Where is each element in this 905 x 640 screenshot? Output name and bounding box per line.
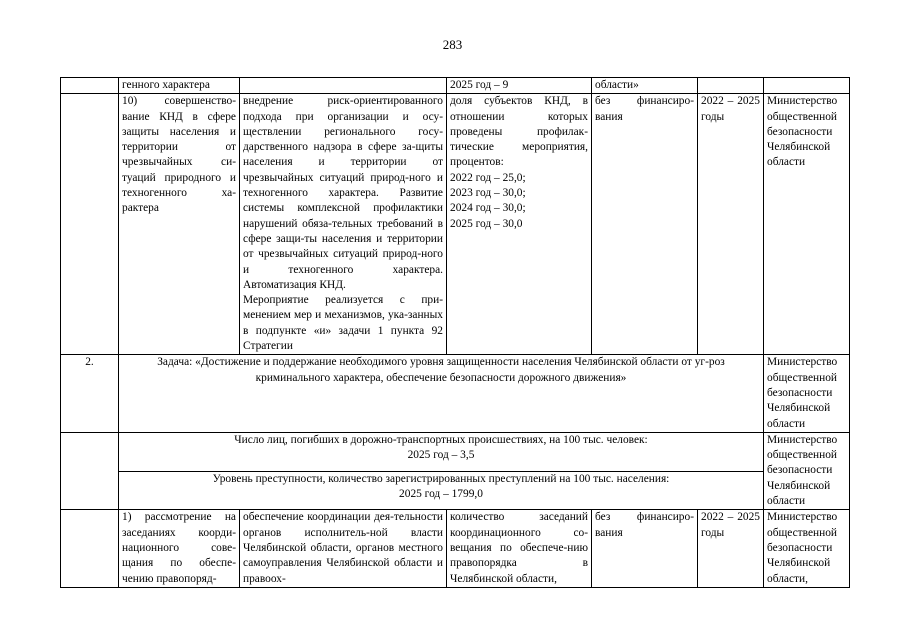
indicator-value: 2025 год – 30,0 — [450, 217, 523, 230]
table-row — [61, 471, 850, 510]
table-row — [61, 355, 850, 432]
indicator-value: 2024 год – 30,0; — [450, 202, 526, 215]
table-row — [61, 94, 850, 355]
indicator-cell: количество заседаний координационного со-вещания по обеспече-нию правопорядка в Челябинской области, — [447, 510, 592, 587]
indicator-intro: доля субъектов КНД, в отношении которых проведены профилак-тические мероприятия, процентов: — [450, 95, 588, 169]
indicator-cell: 2025 год – 9 — [447, 78, 592, 94]
page-number: 283 — [442, 37, 463, 52]
period-cell — [698, 78, 764, 94]
task-cell: Задача: «Достижение и поддержание необходимого уровня защищенности населения Челябинской области от уг-роз криминального характера, обеспечение безопасности дорожного движения» — [119, 355, 764, 432]
table-row — [61, 78, 850, 94]
measure-name-cell: 10) совершенство-вание КНД в сфере защиты населения и территории от чрезвычайных си-туаций природного и техногенного ха-рактера — [119, 94, 240, 355]
measure-name-cell: 1) рассмотрение на заседаниях коорди-национного сове-щания по обеспе-чению правопоряд- — [119, 510, 240, 587]
responsible-cell: Министерство общественной безопасности Челябинской области — [764, 94, 850, 355]
indicator-value: 2022 год – 25,0; — [450, 171, 526, 184]
row-number-cell — [61, 432, 119, 509]
measure-content-cell — [240, 94, 447, 355]
target-indicator-label: Уровень преступности, количество зарегистрированных преступлений на 100 тыс. населения: — [212, 472, 670, 485]
target-indicator-label: Число лиц, погибших в дорожно-транспортных происшествиях, на 100 тыс. человек: — [234, 433, 648, 446]
responsible-cell: Министерство общественной безопасности Челябинской области, — [764, 510, 850, 587]
measures-table — [60, 77, 850, 588]
measure-content-cell: обеспечение координации дея-тельности органов исполнитель-ной власти Челябинской области, органов местного самоуправления Челябинской области и правоох- — [240, 510, 447, 587]
indicator-value: 2023 год – 30,0; — [450, 187, 526, 200]
funding-cell: без финансиро-вания — [592, 94, 698, 355]
target-indicator-value: 2025 год – 1799,0 — [399, 487, 483, 500]
table-row — [61, 432, 850, 471]
funding-cell: области» — [592, 78, 698, 94]
period-cell: 2022 – 2025 годы — [698, 510, 764, 587]
row-number-cell — [61, 94, 119, 355]
target-indicator-cell — [119, 432, 764, 471]
target-indicator-cell — [119, 471, 764, 510]
funding-cell: без финансиро-вания — [592, 510, 698, 587]
measure-content-cell — [240, 78, 447, 94]
measure-name-cell: генного характера — [119, 78, 240, 94]
row-number-cell: 2. — [61, 355, 119, 432]
responsible-cell — [764, 78, 850, 94]
indicator-cell — [447, 94, 592, 355]
responsible-cell: Министерство общественной безопасности Челябинской области — [764, 432, 850, 509]
measure-content-paragraph: внедрение риск-ориентированного подхода при организации и осу-ществлении регионального госу-дарственного надзора в сфере за-щиты населения и территории от чрезвычайных ситуаций природ-ного и техногенного характера. Развитие системы комплексной профилактики нарушений обяза-тельных требований в сфере защи-ты населения и территории от чрезвычайных ситуаций природ-ного и техногенного характера. Автоматизация КНД. — [243, 95, 443, 291]
responsible-cell: Министерство общественной безопасности Челябинской области — [764, 355, 850, 432]
period-cell: 2022 – 2025 годы — [698, 94, 764, 355]
row-number-cell — [61, 510, 119, 587]
table-row — [61, 510, 850, 587]
measure-content-paragraph: Мероприятие реализуется с при-менением мер и механизмов, ука-занных в подпункте «и» задачи 1 пункта 92 Стратегии — [243, 294, 443, 353]
target-indicator-value: 2025 год – 3,5 — [407, 449, 475, 462]
row-number-cell — [61, 78, 119, 94]
